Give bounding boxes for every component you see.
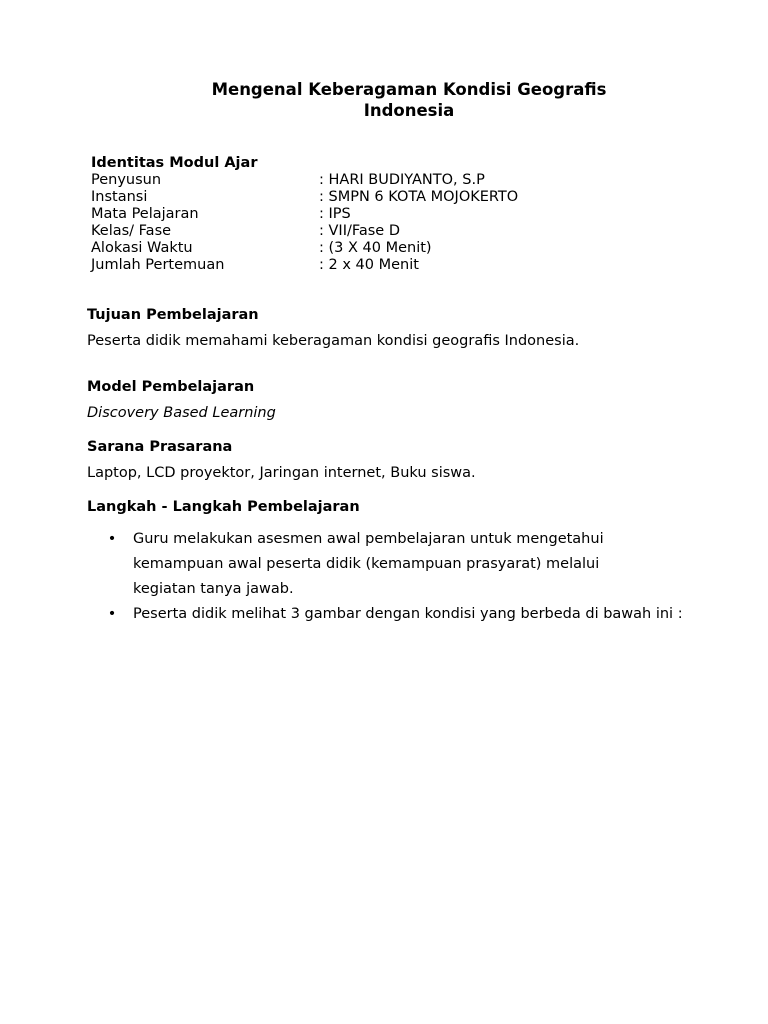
identitas-key: Alokasi Waktu bbox=[91, 240, 193, 256]
identitas-value: : HARI BUDIYANTO, S.P bbox=[319, 172, 485, 188]
document-title bbox=[0, 79, 768, 121]
sarana-text: Laptop, LCD proyektor, Jaringan internet, Buku siswa. bbox=[87, 465, 476, 481]
identitas-heading: Identitas Modul Ajar bbox=[91, 155, 258, 171]
identitas-block bbox=[91, 155, 518, 274]
langkah-list bbox=[105, 527, 745, 627]
model-text: Discovery Based Learning bbox=[87, 405, 276, 421]
identitas-row bbox=[91, 223, 518, 240]
identitas-key: Instansi bbox=[91, 189, 148, 205]
sarana-heading: Sarana Prasarana bbox=[87, 439, 233, 455]
identitas-value: : IPS bbox=[319, 206, 351, 222]
identitas-key: Kelas/ Fase bbox=[91, 223, 172, 239]
identitas-value: : 2 x 40 Menit bbox=[319, 257, 419, 273]
bullet-icon: • bbox=[107, 606, 117, 622]
identitas-value: : (3 X 40 Menit) bbox=[319, 240, 432, 256]
identitas-value: : SMPN 6 KOTA MOJOKERTO bbox=[319, 189, 519, 205]
title-line-1: Mengenal Keberagaman Kondisi Geografis bbox=[211, 80, 607, 99]
identitas-row bbox=[91, 240, 518, 257]
tujuan-text: Peserta didik memahami keberagaman kondisi geografis Indonesia. bbox=[87, 333, 580, 349]
identitas-value: : VII/Fase D bbox=[319, 223, 400, 239]
bullet-icon: • bbox=[107, 531, 117, 547]
identitas-row bbox=[91, 189, 518, 206]
langkah-heading: Langkah - Langkah Pembelajaran bbox=[87, 499, 360, 515]
model-heading: Model Pembelajaran bbox=[87, 379, 255, 395]
identitas-row bbox=[91, 257, 518, 274]
identitas-key: Jumlah Pertemuan bbox=[91, 257, 225, 273]
identitas-key: Mata Pelajaran bbox=[91, 206, 199, 222]
list-item-line: Peserta didik melihat 3 gambar dengan kondisi yang berbeda di bawah ini : bbox=[133, 606, 683, 622]
identitas-row bbox=[91, 172, 518, 189]
list-item bbox=[105, 527, 745, 602]
list-item-line: Guru melakukan asesmen awal pembelajaran untuk mengetahui bbox=[133, 531, 604, 547]
tujuan-heading: Tujuan Pembelajaran bbox=[87, 307, 259, 323]
identitas-key: Penyusun bbox=[91, 172, 162, 188]
list-item-line: kemampuan awal peserta didik (kemampuan prasyarat) melalui bbox=[133, 556, 600, 572]
list-item bbox=[105, 602, 745, 627]
identitas-row bbox=[91, 206, 518, 223]
list-item-line: kegiatan tanya jawab. bbox=[133, 581, 294, 597]
title-line-2: Indonesia bbox=[363, 101, 455, 120]
